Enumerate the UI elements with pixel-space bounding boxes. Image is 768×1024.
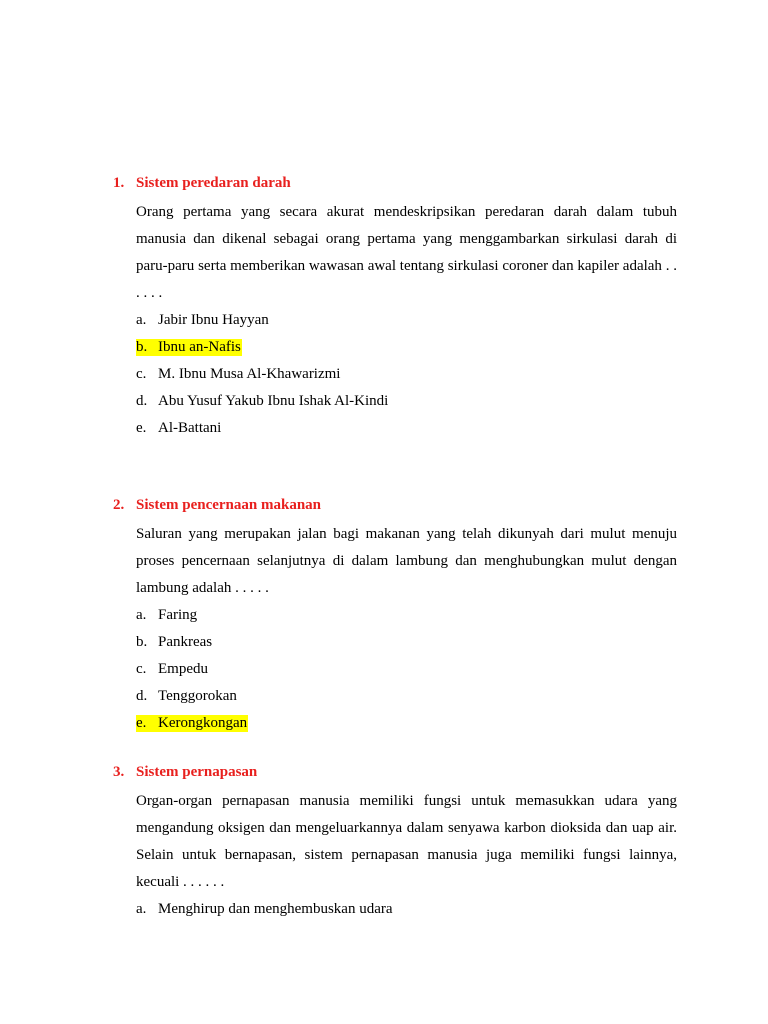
question-title: Sistem peredaran darah (136, 175, 291, 191)
option-letter: b. (136, 339, 158, 356)
question-1 (0, 172, 768, 442)
answer-options (0, 602, 768, 737)
question-title: Sistem pernapasan (136, 764, 258, 780)
option-text: Menghirup dan menghembuskan udara (158, 901, 393, 917)
option-text: Abu Yusuf Yakub Ibnu Ishak Al-Kindi (158, 393, 389, 409)
option-text: Pankreas (158, 634, 213, 650)
option-d (0, 388, 768, 415)
question-number: 1. (113, 175, 125, 191)
option-letter: c. (136, 661, 147, 677)
option-letter: a. (136, 607, 147, 623)
option-letter: d. (136, 688, 148, 704)
option-text: Al-Battani (158, 420, 222, 436)
answer-options (0, 896, 768, 923)
option-d (0, 683, 768, 710)
option-b (0, 629, 768, 656)
option-a (0, 896, 768, 923)
question-2 (0, 494, 768, 737)
option-letter: e. (136, 420, 147, 436)
question-heading (0, 494, 768, 516)
question-text: Orang pertama yang secara akurat mendeskripsikan peredaran darah dalam tubuh manusia dan dikenal sebagai orang pertama yang menggambarkan sirkulasi darah di paru-paru serta memberikan wawasan awal tentang sirkulasi coroner dan kapiler adalah . . . . . . (136, 204, 677, 301)
option-letter: e. (136, 715, 158, 732)
question-title: Sistem pencernaan makanan (136, 497, 322, 513)
answer-options (0, 307, 768, 442)
option-letter: a. (136, 901, 147, 917)
question-heading (0, 761, 768, 783)
option-c (0, 361, 768, 388)
question-text: Saluran yang merupakan jalan bagi makanan yang telah dikunyah dari mulut menuju proses pencernaan selanjutnya di dalam lambung dan menghubungkan mulut dengan lambung adalah . . . . . (136, 526, 677, 596)
question-text: Organ-organ pernapasan manusia memiliki fungsi untuk memasukkan udara yang mengandung oksigen dan mengeluarkannya dalam senyawa karbon dioksida dan uap air. Selain untuk bernapasan, sistem pernapasan manusia juga memiliki fungsi lainnya, kecuali . . . . . . (136, 793, 677, 890)
option-letter: a. (136, 312, 147, 328)
option-a (0, 307, 768, 334)
option-e (0, 415, 768, 442)
option-a (0, 602, 768, 629)
option-text: M. Ibnu Musa Al-Khawarizmi (158, 366, 341, 382)
option-b-highlighted (0, 334, 768, 361)
option-text: Ibnu an-Nafis (158, 339, 241, 355)
option-letter: b. (136, 634, 148, 650)
option-letter: c. (136, 366, 147, 382)
option-letter: d. (136, 393, 148, 409)
option-text: Empedu (158, 661, 208, 677)
option-text: Tenggorokan (158, 688, 237, 704)
question-number: 2. (113, 497, 125, 513)
option-e-highlighted (0, 710, 768, 737)
question-3 (0, 761, 768, 923)
question-number: 3. (113, 764, 125, 780)
option-text: Jabir Ibnu Hayyan (158, 312, 269, 328)
option-text: Faring (158, 607, 198, 623)
question-heading (0, 172, 768, 194)
option-c (0, 656, 768, 683)
option-text: Kerongkongan (158, 715, 248, 731)
